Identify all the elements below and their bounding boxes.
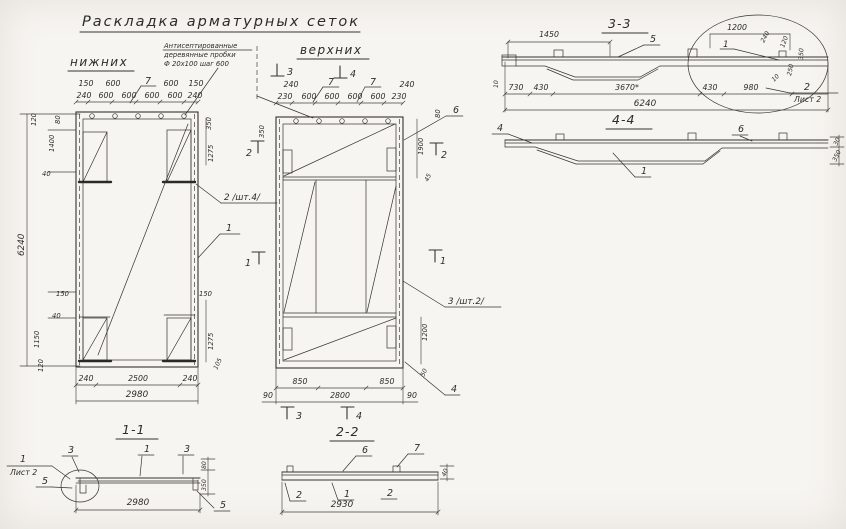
section-2-2 — [280, 424, 454, 515]
dim: 850 — [379, 377, 395, 386]
upper-top-dimensions — [274, 77, 414, 105]
callout-1: 1 — [641, 166, 648, 177]
dim: 1200 — [421, 323, 429, 341]
section-mark-2-right — [430, 143, 447, 161]
dim-overall-height: 6240 — [17, 233, 27, 256]
callout-3: 3 — [184, 444, 191, 455]
section-3-3-title: 3-3 — [608, 16, 632, 31]
callout-7: 7 — [144, 76, 152, 87]
dim: 80 — [434, 109, 442, 118]
upper-interior-lines — [283, 124, 396, 360]
dim: 600 — [370, 92, 386, 101]
dim: 850 — [292, 377, 308, 386]
lower-top-dimensions — [74, 76, 203, 104]
section-2-2-right-dim — [440, 464, 454, 481]
section-4-4-right-dims — [830, 135, 844, 166]
callout-1: 1 — [344, 489, 351, 500]
callout-5: 5 — [650, 34, 657, 45]
section-4-4 — [492, 112, 844, 177]
dim: 1275 — [207, 332, 215, 350]
upper-mesh-view — [245, 43, 504, 422]
dim-overall: 6240 — [633, 99, 657, 109]
callout-2: 2 — [296, 490, 303, 501]
lower-left-dimensions — [17, 113, 80, 372]
mark-4-label: 4 — [356, 411, 363, 422]
section-2-2-title: 2-2 — [336, 424, 360, 439]
lower-plug-marks — [90, 114, 187, 119]
dim: 1900 — [417, 137, 425, 155]
section-mark-3-bottom — [281, 407, 302, 422]
dim: 250 — [786, 63, 796, 77]
section-mark-2-left — [246, 141, 264, 159]
lower-view-label: нижних — [70, 55, 129, 69]
lower-frame-outer — [76, 112, 198, 367]
dim: 350 — [831, 149, 843, 163]
dim: 430 — [533, 83, 549, 92]
dim: 10 — [770, 72, 781, 84]
dim: 600 — [121, 91, 137, 100]
callout-1: 1 — [723, 40, 729, 50]
lower-frame-inner — [83, 119, 191, 360]
section-3-3 — [493, 15, 838, 113]
dim: 150 — [56, 290, 69, 298]
section-mark-4-bottom — [341, 407, 362, 422]
upper-frame-outer — [276, 117, 403, 368]
callout-6: 6 — [453, 105, 460, 116]
section-3-3-sheet-ref — [766, 82, 838, 104]
upper-plug-marks — [294, 119, 391, 124]
dim: 350 — [205, 117, 213, 130]
callout-5: 5 — [42, 476, 49, 487]
section-mark-4-top — [334, 66, 356, 80]
lower-callouts — [196, 184, 277, 258]
dim: 90 — [263, 391, 273, 400]
upper-view-label: верхних — [300, 43, 363, 57]
mark-4-label: 4 — [350, 69, 357, 80]
section-1-1-sheet-ref — [7, 454, 70, 479]
dim: 230 — [391, 92, 407, 101]
dim: 40 — [440, 467, 451, 478]
annotation-line-3: Ф 20х100 шаг 600 — [164, 60, 229, 68]
section-2-2-bottom-callouts — [285, 483, 397, 501]
section-mark-3-top — [271, 64, 293, 78]
dim: 80 — [201, 461, 208, 469]
lower-right-dimensions — [199, 117, 224, 371]
dim: 600 — [163, 79, 179, 88]
dim: 2800 — [330, 391, 350, 400]
dim: 600 — [144, 91, 160, 100]
dim: 230 — [277, 92, 293, 101]
mark-1-label: 1 — [245, 258, 252, 269]
dim: 40 — [52, 312, 61, 320]
callout-7a: 7 — [327, 77, 335, 88]
dim: 1275 — [207, 144, 215, 162]
dim: 600 — [347, 92, 363, 101]
annotation-line-1: Антисептированные — [164, 42, 238, 50]
dim: 350 — [201, 479, 208, 491]
dim: 600 — [98, 91, 114, 100]
section-4-4-title: 4-4 — [612, 112, 636, 127]
section-1-1-title: 1-1 — [122, 422, 146, 437]
section-3-3-member — [502, 49, 828, 80]
dim: 45 — [423, 172, 434, 183]
dim: 600 — [301, 92, 317, 101]
section-1-1 — [7, 422, 230, 513]
ref-number: 2 — [804, 82, 811, 93]
callout-3: 3 — [68, 445, 75, 456]
dim: 600 — [105, 79, 121, 88]
callout-4: 4 — [451, 384, 458, 395]
callout-4: 4 — [497, 123, 504, 134]
dim: 80 — [54, 115, 62, 124]
dim: 350 — [258, 125, 266, 138]
dim: 3670* — [615, 83, 639, 92]
section-3-3-bottom-dims — [503, 62, 830, 112]
section-1-1-right-dims — [201, 457, 215, 496]
callout-7b: 7 — [369, 77, 377, 88]
upper-bottom-dimensions — [262, 368, 418, 404]
section-3-3-detail-dims — [710, 23, 805, 83]
callout-1: 1 — [144, 444, 151, 455]
callout-mesh-3: 3 /шт.2/ — [448, 297, 484, 307]
dim: 120 — [779, 35, 790, 49]
dim: 105 — [212, 357, 224, 371]
lower-mesh-view — [17, 55, 277, 404]
dim: 240 — [76, 91, 92, 100]
dim: 240 — [283, 80, 299, 89]
dim: 120 — [37, 359, 45, 372]
lower-top-blocks — [79, 130, 195, 182]
dim: 730 — [508, 83, 524, 92]
dim-overall-width: 2980 — [125, 390, 149, 400]
dim-overall: 2930 — [330, 500, 354, 510]
mark-1-label: 1 — [440, 256, 447, 267]
drawing-title: Раскладка арматурных сеток — [82, 14, 361, 30]
callout-7: 7 — [414, 443, 421, 454]
callout-mesh-1: 1 — [226, 223, 233, 234]
callout-6: 6 — [738, 124, 745, 135]
ref-sheet: Лист 2 — [794, 95, 822, 104]
upper-frame-inner — [283, 124, 396, 361]
callout-5: 5 — [220, 500, 227, 511]
mark-3-label: 3 — [287, 67, 294, 78]
dim: 240 — [187, 91, 203, 100]
dim: 240 — [182, 374, 198, 383]
dim: 240 — [399, 80, 415, 89]
dim: 1150 — [33, 330, 41, 348]
dim: 30 — [832, 136, 843, 147]
dim: 240 — [78, 374, 94, 383]
dim: 10 — [493, 80, 500, 88]
callout-6: 6 — [362, 445, 369, 456]
ref-sheet: Лист 2 — [10, 468, 38, 477]
dim: 150 — [188, 79, 204, 88]
dim: 1450 — [539, 30, 559, 39]
dim: 2500 — [128, 374, 148, 383]
callout-2: 2 — [387, 488, 394, 499]
dim: 90 — [407, 391, 417, 400]
dim: 50 — [419, 367, 430, 378]
dim: 40 — [42, 170, 51, 178]
mark-2-label: 2 — [246, 148, 253, 159]
dim: 120 — [30, 113, 38, 126]
ref-number: 1 — [20, 454, 27, 465]
dim: 150 — [199, 290, 212, 298]
section-mark-1-left — [245, 252, 265, 269]
dim: 980 — [743, 83, 759, 92]
dim: 1200 — [727, 23, 747, 32]
dim: 150 — [78, 79, 94, 88]
dim: 350 — [798, 48, 806, 61]
mark-2-label: 2 — [441, 150, 448, 161]
annotation-line-2: деревянные пробки — [164, 51, 236, 59]
section-4-4-member — [505, 133, 828, 164]
section-1-1-member — [76, 478, 200, 493]
section-2-2-member — [282, 466, 438, 480]
dim: 430 — [702, 83, 718, 92]
dim-overall: 2980 — [126, 498, 150, 508]
section-mark-1-right — [429, 250, 446, 267]
lower-bottom-dimensions — [74, 368, 200, 404]
mark-3-label: 3 — [296, 411, 303, 422]
dim: 600 — [167, 91, 183, 100]
callout-mesh-2: 2 /шт.4/ — [224, 193, 260, 203]
dim: 600 — [324, 92, 340, 101]
lower-long-diagonal — [98, 124, 188, 355]
dim: 240 — [759, 30, 772, 44]
lower-bottom-blocks — [79, 315, 195, 361]
dim: 1400 — [48, 134, 56, 152]
